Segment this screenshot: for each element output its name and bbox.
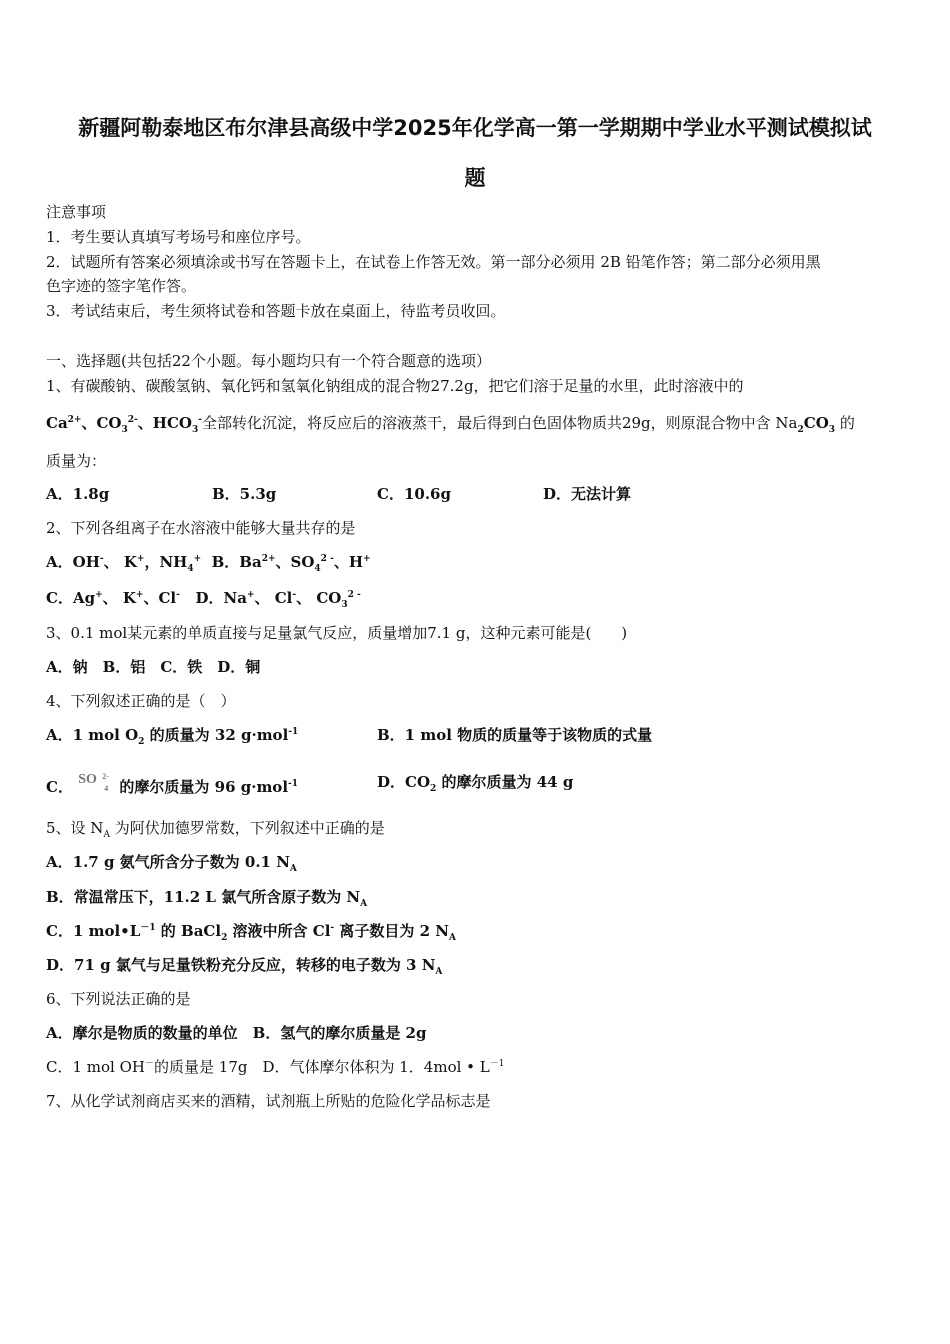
q4-c-text: 的摩尔质量为 96 g·mol bbox=[114, 778, 289, 796]
so4-sub: 4 bbox=[104, 784, 109, 793]
q2-b-h: 、H bbox=[333, 553, 363, 571]
q1-co3-charge: 2- bbox=[127, 415, 138, 425]
sulfate-formula-image bbox=[78, 770, 114, 796]
q5-option-c bbox=[46, 921, 456, 941]
q1-stem-line1: 1、有碳酸钠、碳酸氢钠、氧化钙和氢氧化钠组成的混合物27.2g，把它们溶于足量的水里，此时溶液中的 bbox=[46, 377, 744, 395]
q2-a-nh4-sub: 4 bbox=[187, 564, 194, 574]
notice-item-2b: 色字迹的签字笔作答。 bbox=[46, 277, 197, 295]
q4-d-text: D．CO bbox=[377, 773, 431, 791]
q1-co3: 、CO bbox=[81, 414, 122, 432]
q5-c-text3: 溶液中所含 Cl bbox=[227, 922, 331, 940]
q2-options-cd bbox=[46, 588, 361, 608]
so4-charge: 2- bbox=[102, 772, 109, 781]
q2-d-co3-charge: 2 - bbox=[347, 590, 361, 600]
q2-b-h-charge: + bbox=[363, 554, 371, 564]
q5-d-text: D．71 g 氯气与足量铁粉充分反应，转移的电子数为 3 N bbox=[46, 956, 436, 974]
q4-option-d bbox=[377, 772, 573, 792]
q5-stem-sub: A bbox=[103, 830, 110, 840]
q7-stem: 7、从化学试剂商店买来的酒精，试剂瓶上所贴的危险化学品标志是 bbox=[46, 1092, 491, 1110]
q1-stem-rest: 全部转化沉淀，将反应后的溶液蒸干，最后得到白色固体物质共29g，则原混合物中含 Na bbox=[201, 414, 798, 432]
q6-c-text2: 的质量是 17g D．气体摩尔体积为 1．4mol • L bbox=[154, 1058, 490, 1076]
q2-c-ag-charge: + bbox=[95, 590, 103, 600]
q2-d-co3: 、 CO bbox=[296, 589, 342, 607]
q1-option-d: D．无法计算 bbox=[543, 485, 632, 503]
q1-tail: CO bbox=[803, 414, 829, 432]
q2-a-oh-charge: - bbox=[99, 554, 104, 564]
q4-option-a bbox=[46, 725, 298, 745]
q1-option-b: B．5.3g bbox=[212, 485, 277, 503]
q2-a-nh4-charge: + bbox=[193, 554, 202, 564]
q5-option-b bbox=[46, 887, 367, 907]
q2-b-so4-sub: 4 bbox=[314, 564, 321, 574]
q5-c-text: C．1 mol•L bbox=[46, 922, 141, 940]
q5-a-sub: A bbox=[289, 864, 297, 874]
q5-a-text: A．1.7 g 氨气所含分子数为 0.1 N bbox=[46, 853, 290, 871]
q3-options: A．钠 B．铝 C．铁 D．铜 bbox=[46, 658, 261, 676]
q5-c-sup: －1 bbox=[140, 923, 156, 933]
q2-a-k: 、 K bbox=[103, 553, 137, 571]
q5-c-sub: 2 bbox=[221, 933, 228, 943]
q1-stem-line3: 质量为： bbox=[46, 452, 107, 470]
q2-a-oh: A．OH bbox=[46, 553, 100, 571]
q6-options-cd bbox=[46, 1057, 505, 1077]
q1-tail2: 的 bbox=[835, 414, 855, 432]
q2-b-so4-charge: 2 - bbox=[320, 554, 334, 564]
section-heading: 一、选择题(共包括22个小题。每小题均只有一个符合题意的选项） bbox=[46, 352, 491, 370]
notice-heading: 注意事项 bbox=[46, 203, 107, 221]
q1-tail-sub: 3 bbox=[828, 425, 836, 435]
q4-a-text: A．1 mol O bbox=[46, 726, 139, 744]
q6-c-sup: － bbox=[145, 1059, 155, 1069]
page-title-line2: 题 bbox=[464, 166, 486, 190]
q6-stem: 6、下列说法正确的是 bbox=[46, 990, 191, 1008]
q4-a-sup: -1 bbox=[288, 727, 299, 737]
q2-c-ag: C．Ag bbox=[46, 589, 96, 607]
q4-option-b: B．1 mol 物质的质量等于该物质的式量 bbox=[377, 726, 653, 744]
q1-hco3-charge: - bbox=[198, 415, 202, 425]
notice-item-2a: 2．试题所有答案必须填涂或书写在答题卡上，在试卷上作答无效。第一部分必须用 2B 铅笔作答；第二部分必须用黑 bbox=[46, 253, 821, 271]
q2-d-na: D．Na bbox=[195, 589, 247, 607]
q5-d-sub: A bbox=[435, 967, 443, 977]
q5-b-sub: A bbox=[360, 899, 368, 909]
q4-a-sub: 2 bbox=[138, 737, 145, 747]
q6-options-ab: A．摩尔是物质的数量的单位 B．氢气的摩尔质量是 2g bbox=[46, 1024, 427, 1042]
q2-b-so4: 、SO bbox=[275, 553, 315, 571]
q2-b-ba: B．Ba bbox=[211, 553, 262, 571]
q4-a-text2: 的质量为 32 g·mol bbox=[144, 726, 289, 744]
q1-hco3: 、HCO bbox=[137, 414, 192, 432]
q5-c-text2: 的 BaCl bbox=[155, 922, 222, 940]
q2-d-co3-sub: 3 bbox=[341, 600, 348, 610]
q5-c-text4: 离子数目为 2 N bbox=[334, 922, 449, 940]
q1-option-a: A．1.8g bbox=[46, 485, 110, 503]
q5-option-a bbox=[46, 852, 297, 872]
q5-stem-text: 5、设 N bbox=[46, 819, 104, 837]
q4-stem: 4、下列叙述正确的是（ ） bbox=[46, 692, 236, 710]
q1-hco3-sub: 3 bbox=[191, 425, 199, 435]
q6-c-sup2: －1 bbox=[489, 1059, 505, 1069]
notice-item-1: 1．考生要认真填写考场号和座位序号。 bbox=[46, 228, 311, 246]
q2-c-k-charge: + bbox=[135, 590, 144, 600]
q2-c-k: 、 K bbox=[102, 589, 136, 607]
q1-option-c: C．10.6g bbox=[377, 485, 451, 503]
q4-d-sub: 2 bbox=[430, 784, 437, 794]
q1-co3-sub: 3 bbox=[121, 425, 128, 435]
q4-option-c bbox=[46, 770, 298, 797]
q4-d-text2: 的摩尔质量为 44 g bbox=[436, 773, 574, 791]
q5-stem-text2: 为阿伏加德罗常数，下列叙述中正确的是 bbox=[109, 819, 385, 837]
q2-a-nh4: ，NH bbox=[144, 553, 188, 571]
q1-stem-line2 bbox=[46, 413, 855, 433]
q6-c-text: C．1 mol OH bbox=[46, 1058, 145, 1076]
q3-stem: 3、0.1 mol某元素的单质直接与足量氯气反应，质量增加7.1 g，这种元素可能是( ) bbox=[46, 624, 628, 642]
q2-b-ba-charge: 2+ bbox=[261, 554, 276, 564]
q2-c-cl: 、Cl bbox=[143, 589, 177, 607]
q2-options-ab bbox=[46, 552, 371, 572]
q5-c-sup2: - bbox=[330, 923, 335, 933]
q2-c-cl-charge: - bbox=[176, 590, 180, 600]
so4-base: SO bbox=[78, 772, 97, 787]
q5-b-text: B．常温常压下，11.2 L 氯气所含原子数为 N bbox=[46, 888, 361, 906]
q5-c-sub2: A bbox=[449, 933, 456, 943]
page-title-line1: 新疆阿勒泰地区布尔津县高级中学2025年化学高一第一学期期中学业水平测试模拟试 bbox=[78, 116, 872, 140]
q1-na-sub: 2 bbox=[797, 425, 804, 435]
q1-ca-charge: 2+ bbox=[67, 415, 82, 425]
q2-d-cl-charge: - bbox=[292, 590, 297, 600]
q2-stem: 2、下列各组离子在水溶液中能够大量共存的是 bbox=[46, 519, 356, 537]
q5-stem bbox=[46, 818, 385, 838]
q1-ca: Ca bbox=[46, 414, 68, 432]
q2-a-k-charge: + bbox=[136, 554, 145, 564]
q4-c-label: C． bbox=[46, 778, 73, 796]
notice-item-3: 3．考试结束后，考生须将试卷和答题卡放在桌面上，待监考员收回。 bbox=[46, 302, 506, 320]
q4-c-sup: -1 bbox=[288, 779, 299, 789]
q5-option-d bbox=[46, 955, 442, 975]
q2-d-na-charge: + bbox=[246, 590, 255, 600]
q2-d-cl: 、 Cl bbox=[254, 589, 293, 607]
